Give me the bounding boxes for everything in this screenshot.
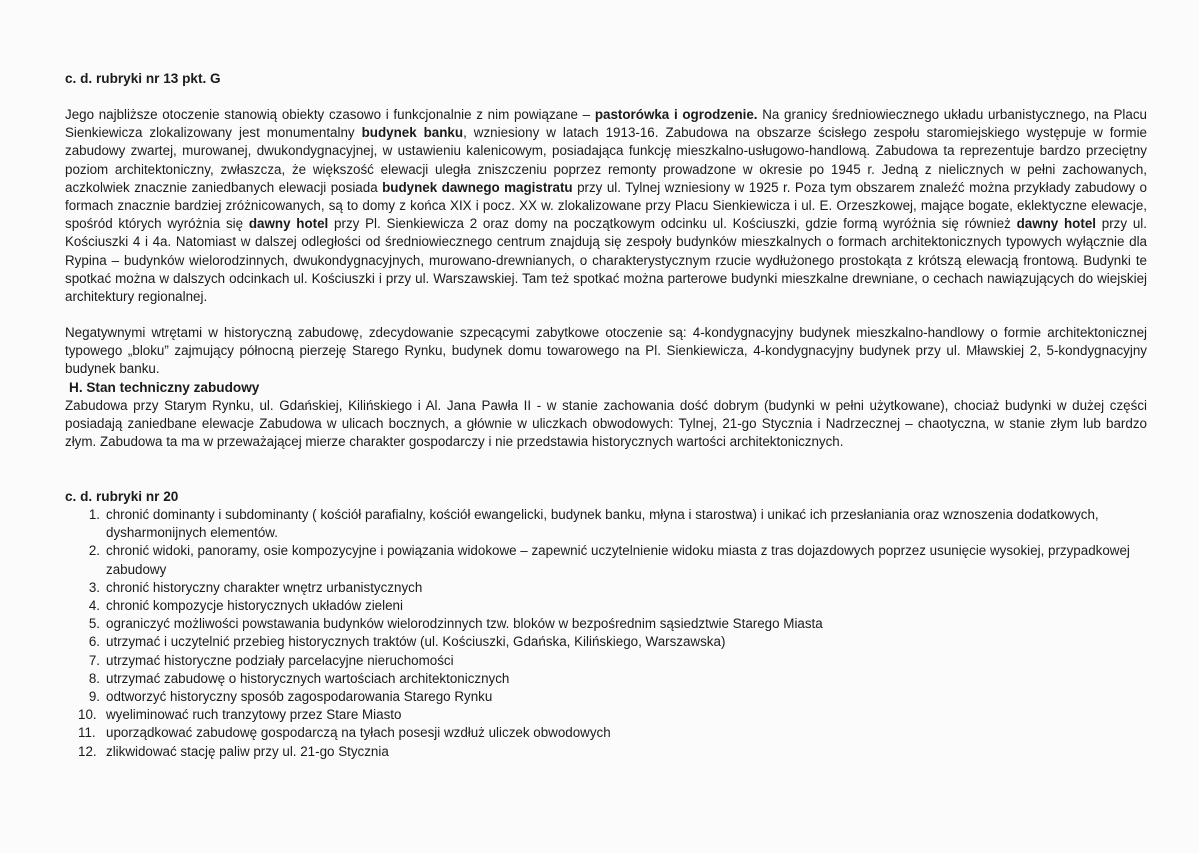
section-20-heading: c. d. rubryki nr 20: [65, 489, 179, 504]
section-g-heading: c. d. rubryki nr 13 pkt. G: [65, 71, 221, 86]
list-item-text: odtworzyć historyczny sposób zagospodarowania Starego Rynku: [106, 689, 493, 705]
list-item: [65, 597, 1147, 615]
list-item-text: chronić historyczny charakter wnętrz urbanistycznych: [106, 579, 423, 595]
p1-bold-dawny-hotel-2: dawny hotel: [1016, 216, 1096, 232]
p1-bold-magistrat: budynek dawnego magistratu: [382, 179, 573, 195]
section-h-heading: H. Stan techniczny zabudowy: [69, 380, 260, 395]
list-item-number: 4.: [88, 598, 100, 614]
list-item-number: 9.: [88, 689, 100, 705]
p1-bold-pastorowka: pastorówka i ogrodzenie.: [594, 107, 758, 122]
list-item-text: uporządkować zabudowę gospodarczą na tyłach posesji wzdłuż uliczek obwodowych: [106, 725, 611, 741]
p1-text-6: przy ul. Kościuszki 4 i 4a. Natomiast w dalszej odległości od średniowiecznego centrum znajdują się zespoły budynków mieszkalnych o formach architektonicznych typowych wyłącznie dla Rypina – budynków wielorodzinnych, dwukondygnacyjnych, murowano-drewnianych, o charakterystycznym rzucie wydłużonego prostokąta z krótszą elewacją frontową. Budynki te spotkać można w dalszych odcinkach ul. Kościuszki i przy ul. Warszawskiej. Tam też spotkać można parterowe budynki mieszkalne drewniane, o cechach nawiązujących do wiejskiej architektury regionalnej.: [65, 216, 1147, 305]
list-item-text: ograniczyć możliwości powstawania budynków wielorodzinnych tzw. bloków w bezpośrednim sąsiedztwie Starego Miasta: [106, 616, 823, 632]
list-item: [65, 652, 1147, 670]
p1-text-2: Na granicy średniowiecznego układu urbanistycznego, na Placu Sienkiewicza zlokalizowany jest monumentalny: [65, 107, 1147, 141]
p1-text-5: przy Pl. Sienkiewicza 2 oraz domy na początkowym odcinku ul. Kościuszki, gdzie formą wyróżnia się również: [328, 216, 1017, 232]
list-item-number: 10.: [78, 707, 97, 723]
list-item-text: wyeliminować ruch tranzytowy przez Stare Miasto: [106, 707, 402, 723]
list-item-text: utrzymać historyczne podziały parcelacyjne nieruchomości: [106, 652, 454, 668]
list-item-number: 11.: [78, 725, 96, 741]
list-item-text: utrzymać i uczytelnić przebieg historycznych traktów (ul. Kościuszki, Gdańska, Kilińskiego, Warszawska): [106, 634, 726, 650]
list-item-number: 2.: [88, 543, 100, 559]
list-item: [65, 724, 1147, 742]
list-item-number: 6.: [88, 634, 100, 650]
list-item-number: 5.: [88, 616, 100, 632]
list-item: [65, 633, 1147, 651]
list-item-text: zlikwidować stację paliw przy ul. 21-go Stycznia: [106, 743, 389, 759]
section-g-paragraph-2: Negatywnymi wtrętami w historyczną zabudowę, zdecydowanie szpecącymi zabytkowe otoczenie są: 4-kondygnacyjny budynek mieszkalno-handlowy o formie architektonicznej typowego „bloku” zajmujący północną pierzeję Starego Rynku, budynek domu towarowego na Pl. Sienkiewicza, 4-kondygnacyjny budynek przy ul. Mławskiej 2, 5-kondygnacyjny budynek banku.: [65, 325, 1147, 377]
list-item-text: chronić widoki, panoramy, osie kompozycyjne i powiązania widokowe – zapewnić uczytelnienie widoku miasta z tras dojazdowych poprzez usunięcie wysokiej, przypadkowej zabudowy: [106, 543, 1130, 577]
list-item-number: 8.: [88, 670, 100, 686]
p1-text-3: , wzniesiony w latach 1913-16. Zabudowa na obszarze ścisłego zespołu staromiejskiego występuje w formie zabudowy zwartej, murowanej, dwukondygnacyjnej, w ustawieniu kalenicowym, posiadająca funkcję mieszkalno-usługowo-handlową. Zabudowa ta reprezentuje bardzo przeciętny poziom architektoniczny, zwłaszcza, że większość elewacji uległa zniszczeniu poprzez remonty prowadzone w okresie po 1945 r. Jedną z nielicznych w pełni zachowanych, aczkolwiek znacznie zaniedbanych elewacji posiada: [65, 125, 1147, 195]
list-item: [65, 615, 1147, 633]
list-item-number: 12.: [78, 743, 97, 759]
list-item: [65, 542, 1147, 578]
p1-text-1: Jego najbliższe otoczenie stanowią obiekty czasowo i funkcjonalnie z nim powiązane –: [65, 107, 595, 122]
list-item-text: utrzymać zabudowę o historycznych wartościach architektonicznych: [106, 670, 510, 686]
list-item: [65, 706, 1147, 724]
list-item-number: 1.: [88, 507, 100, 522]
list-item: [65, 670, 1147, 688]
list-item: [65, 579, 1147, 597]
p1-text-4: przy ul. Tylnej wzniesiony w 1925 r. Poza tym obszarem znaleźć można przykłady zabudowy o formach znacznie bardziej zróżnicowanych, są to domy z końca XIX i pocz. XX w. zlokalizowane przy Placu Sienkiewicza i ul. E. Orzeszkowej, mające bogate, eklektyczne elewacje, spośród których wyróżnia się: [65, 179, 1147, 232]
p1-bold-budynek-banku: budynek banku: [361, 125, 464, 141]
list-item-text: chronić dominanty i subdominanty ( kościół parafialny, kościół ewangelicki, budynek banku, młyna i starostwa) i unikać ich przesłaniania oraz wznoszenia dodatkowych, dysharmonijnych elementów.: [106, 507, 1099, 541]
list-item-number: 3.: [88, 579, 100, 595]
p1-bold-dawny-hotel-1: dawny hotel: [248, 216, 329, 232]
list-item: [65, 743, 1147, 761]
list-item-number: 7.: [88, 652, 100, 668]
section-g-paragraph-1: [65, 106, 1147, 306]
list-item: [65, 506, 1147, 542]
section-h-paragraph: Zabudowa przy Starym Rynku, ul. Gdańskiej, Kilińskiego i Al. Jana Pawła II - w stanie zachowania dość dobrym (budynki w pełni użytkowane), chociaż budynki w dużej części posiadają zaniedbane elewacje Zabudowa w ulicach bocznych, a głównie w uliczkach obwodowych: Tylnej, 21-go Stycznia i Nadrzecznej – chaotyczna, w stanie złym lub bardzo złym. Zabudowa ta ma w przeważającej mierze charakter gospodarczy i nie przedstawia historycznych wartości architektonicznych.: [65, 398, 1147, 450]
list-item-text: chronić kompozycje historycznych układów zieleni: [106, 598, 403, 614]
section-20-list: [65, 506, 1147, 761]
list-item: [65, 688, 1147, 706]
